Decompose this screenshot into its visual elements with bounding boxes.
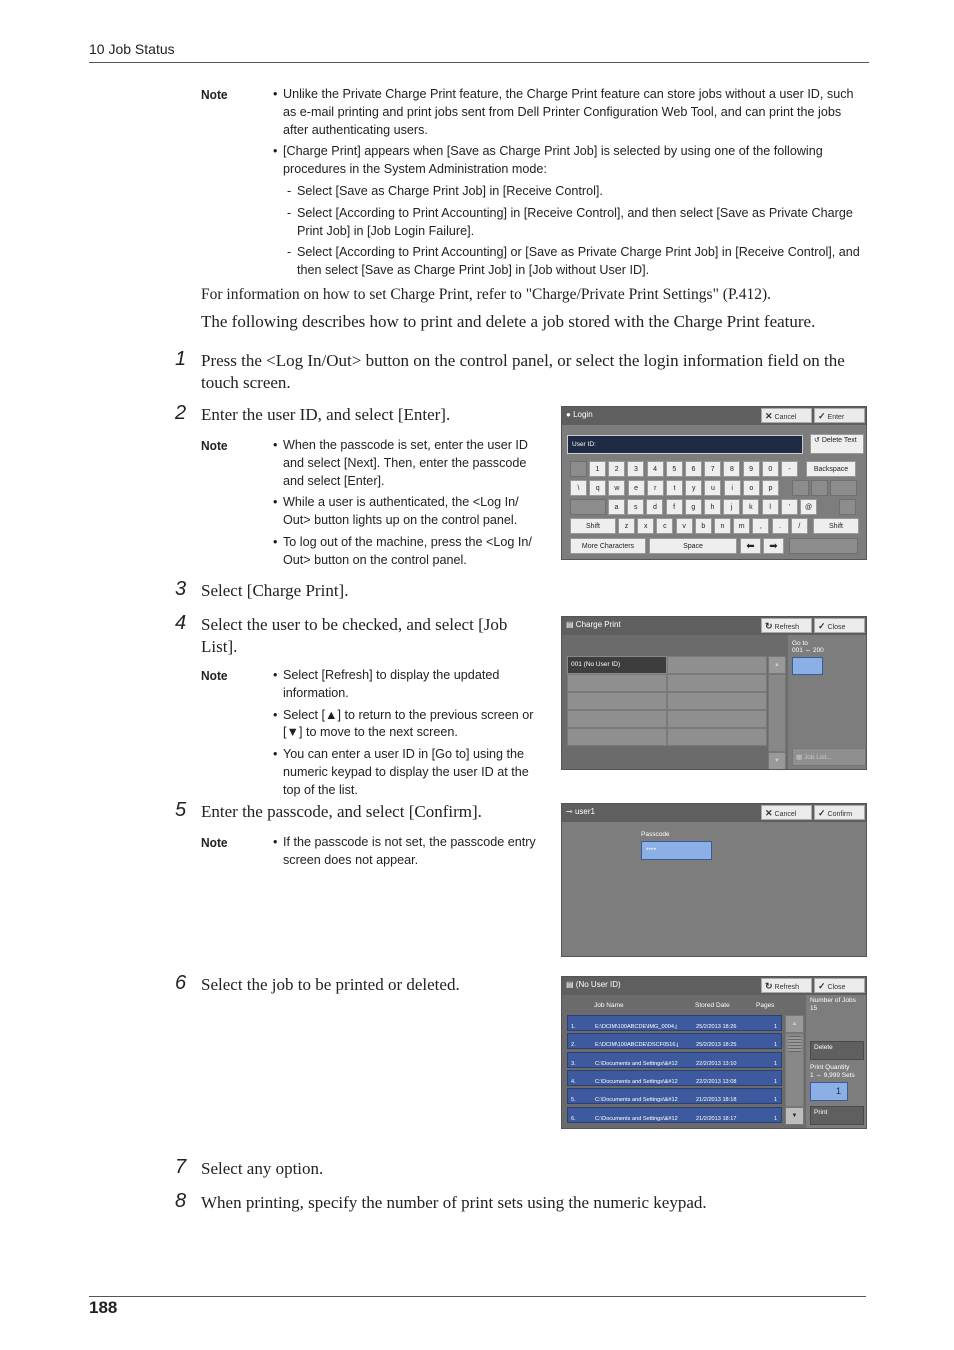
refresh-button[interactable]: ↻ Refresh: [761, 978, 812, 993]
blank-key: [570, 461, 587, 477]
job-pages: 1: [774, 1097, 778, 1104]
key[interactable]: g: [685, 499, 702, 515]
cancel-button[interactable]: ✕ Cancel: [761, 408, 812, 423]
column-header-pages: Pages: [756, 1002, 775, 1009]
user-id-field[interactable]: User ID:: [567, 435, 803, 454]
key[interactable]: 9: [743, 461, 760, 477]
key[interactable]: t: [666, 480, 683, 496]
note-label: Note: [201, 438, 228, 453]
job-date: 22/2/2013 13:08: [696, 1078, 737, 1085]
intro-text: The following describes how to print and delete a job stored with the Charge Print feature.: [201, 312, 816, 331]
running-header: 10 Job Status: [89, 41, 175, 57]
step-number: 4: [175, 612, 187, 634]
key[interactable]: y: [685, 480, 702, 496]
step-number: 8: [175, 1190, 187, 1212]
key[interactable]: m: [733, 518, 750, 534]
top-note: [273, 86, 867, 284]
step-number: 3: [175, 578, 187, 600]
step-text: When printing, specify the number of print sets using the numeric keypad.: [201, 1193, 707, 1212]
blank-key: [811, 480, 828, 496]
key[interactable]: 6: [685, 461, 702, 477]
header-rule: [89, 62, 869, 63]
step-number: 6: [175, 972, 187, 994]
triangle-up-icon: ▲: [325, 707, 338, 722]
key[interactable]: ,: [752, 518, 769, 534]
print-quantity-range: 1 ⇔ 9,999 Sets: [810, 1072, 855, 1079]
key[interactable]: q: [589, 480, 606, 496]
note-bullet: • While a user is authenticated, the <Log In/ Out> button lights up on the control panel.: [273, 494, 543, 530]
step2-note: [273, 437, 543, 574]
number-of-jobs-value: 15: [810, 1005, 818, 1012]
shift-key[interactable]: Shift: [570, 518, 616, 534]
job-number: 2.: [571, 1042, 576, 1049]
check-icon: ✓: [818, 808, 826, 818]
key[interactable]: v: [676, 518, 693, 534]
shift-key[interactable]: Shift: [813, 518, 859, 534]
key[interactable]: f: [666, 499, 683, 515]
footer-rule: [89, 1296, 866, 1297]
more-characters-button[interactable]: More Characters: [570, 538, 646, 554]
triangle-up-icon: ▲: [774, 662, 780, 668]
note-label: Note: [201, 835, 228, 850]
step-number: 7: [175, 1156, 187, 1178]
note-bullet: • Select [Refresh] to display the updated information.: [273, 667, 549, 703]
key[interactable]: b: [695, 518, 712, 534]
job-name: C:\Documents and Settings\&#12: [595, 1115, 678, 1122]
user-list-item[interactable]: [667, 656, 767, 674]
blank-key: [570, 499, 606, 515]
job-name: E:\DCIM\100ABCDE\DSCF0516.j: [595, 1042, 679, 1049]
note-bullet: • Select [▲] to return to the previous screen or [▼] to move to the next screen.: [273, 707, 549, 743]
column-header-job-name: Job Name: [594, 1002, 624, 1009]
passcode-screen: [561, 803, 867, 957]
scroll-up-button[interactable]: [768, 656, 786, 674]
page-number: 188: [89, 1298, 118, 1317]
key[interactable]: j: [723, 499, 740, 515]
job-row[interactable]: [567, 1088, 782, 1104]
key[interactable]: k: [742, 499, 759, 515]
job-row[interactable]: [567, 1070, 782, 1086]
note-bullet: • Unlike the Private Charge Print feature, the Charge Print feature can store jobs without a user ID, such as e-mail printing and print jobs sent from Dell Printer Configuration Web Tool, and can print the jobs after authenticating users.: [273, 86, 867, 139]
job-pages: 1: [774, 1060, 778, 1067]
blank-key: [839, 499, 856, 515]
goto-range: 001 ⇔ 200: [792, 647, 824, 654]
job-pages: 1: [774, 1024, 778, 1030]
user-list-item-selected[interactable]: 001 (No User ID): [567, 656, 667, 674]
step5-note: [273, 834, 549, 874]
key[interactable]: h: [704, 499, 721, 515]
user-list-item[interactable]: [567, 674, 667, 692]
key[interactable]: u: [704, 480, 721, 496]
key[interactable]: .: [772, 518, 789, 534]
note-label: Note: [201, 668, 228, 683]
delete-button[interactable]: Delete: [810, 1041, 864, 1060]
arrow-right-key[interactable]: [763, 538, 784, 554]
undo-icon: ↺: [814, 437, 820, 444]
cancel-button[interactable]: ✕ Cancel: [761, 805, 812, 820]
key[interactable]: 5: [666, 461, 683, 477]
scroll-down-button[interactable]: [785, 1107, 804, 1125]
arrow-left-icon: ⬅: [746, 541, 755, 552]
step-text: Select [Charge Print].: [201, 581, 349, 600]
user-list-item[interactable]: [567, 692, 667, 710]
charge-print-screen: [561, 616, 867, 770]
info-line: For information on how to set Charge Print, refer to "Charge/Private Print Settings" (P.412).: [201, 286, 772, 303]
job-name: C:\Documents and Settings\&#12: [595, 1097, 678, 1104]
print-button[interactable]: Print: [810, 1106, 864, 1125]
blank-key: [792, 480, 809, 496]
step-text: Select any option.: [201, 1159, 324, 1178]
note-bullet: • You can enter a user ID in [Go to] using the numeric keypad to display the user ID at the top of the list.: [273, 746, 549, 799]
step-text: Press the <Log In/Out> button on the control panel, or select the login information field on the touch screen.: [201, 351, 845, 392]
enter-button[interactable]: ✓ Enter: [814, 408, 865, 423]
check-icon: ✓: [818, 411, 826, 421]
step-text: Enter the passcode, and select [Confirm].: [201, 802, 482, 821]
close-icon: ✕: [765, 411, 773, 421]
key[interactable]: l: [762, 499, 779, 515]
refresh-icon: ↻: [765, 621, 773, 631]
arrow-right-icon: ➡: [769, 541, 778, 552]
note-subitem: - Select [According to Print Accounting] in [Receive Control], and then select [Save as Private Charge Print Job] in [Job Login Failure].: [273, 205, 867, 241]
key[interactable]: s: [627, 499, 644, 515]
user1-title: ⊸ user1: [566, 807, 595, 816]
note-label: Note: [201, 87, 228, 102]
scroll-thumb[interactable]: [788, 1036, 801, 1052]
job-number: 4.: [571, 1078, 576, 1085]
step-number: 2: [175, 402, 187, 424]
user-list-item[interactable]: [667, 710, 767, 728]
note-bullet: • If the passcode is not set, the passcode entry screen does not appear.: [273, 834, 549, 870]
key[interactable]: 3: [627, 461, 644, 477]
printer-icon: ▤: [566, 620, 574, 629]
space-key[interactable]: Space: [649, 538, 737, 554]
key[interactable]: \: [570, 480, 587, 496]
key-icon: ⊸: [566, 807, 573, 816]
key[interactable]: z: [618, 518, 635, 534]
title-bar: [562, 617, 866, 635]
job-name: C:\Documents and Settings\&#12: [595, 1078, 678, 1085]
job-row[interactable]: [567, 1107, 782, 1123]
key[interactable]: -: [781, 461, 798, 477]
job-row[interactable]: [567, 1015, 782, 1031]
title-bar: [562, 804, 866, 822]
key[interactable]: e: [628, 480, 645, 496]
title-bar: [562, 407, 866, 425]
job-pages: 1: [774, 1115, 778, 1122]
user-icon: ●: [566, 410, 571, 419]
key[interactable]: r: [647, 480, 664, 496]
key[interactable]: i: [724, 480, 741, 496]
user-list-item[interactable]: [667, 728, 767, 746]
user-list-item[interactable]: [567, 710, 667, 728]
step-text: Select the user to be checked, and select [Job List].: [201, 615, 508, 656]
job-date: 25/2/2013 18:25: [696, 1042, 737, 1049]
job-row[interactable]: [567, 1052, 782, 1068]
job-name: E:\DCIM\100ABCDE\IMG_0004.j: [595, 1024, 677, 1030]
close-button[interactable]: ✓ Close: [814, 978, 865, 993]
key[interactable]: a: [608, 499, 625, 515]
key[interactable]: 1: [589, 461, 606, 477]
key[interactable]: c: [656, 518, 673, 534]
key[interactable]: 4: [647, 461, 664, 477]
key[interactable]: 2: [608, 461, 625, 477]
triangle-down-icon: ▼: [286, 725, 299, 740]
key[interactable]: 8: [723, 461, 740, 477]
job-date: 21/2/2013 18:18: [696, 1097, 737, 1104]
backspace-key[interactable]: Backspace: [806, 461, 856, 477]
key[interactable]: p: [762, 480, 779, 496]
triangle-down-icon: ▼: [774, 758, 780, 764]
key[interactable]: o: [743, 480, 760, 496]
job-pages: 1: [774, 1042, 778, 1049]
note-subitem: - Select [According to Print Accounting] or [Save as Private Charge Print Job] in [Receive Control], and then select [Save as Charge Print Job] in [Job without User ID].: [273, 244, 867, 280]
step-number: 1: [175, 348, 187, 370]
charge-print-title: ▤ Charge Print: [566, 620, 621, 629]
blank-key: [789, 538, 858, 554]
note-subitem: - Select [Save as Charge Print Job] in [Receive Control].: [273, 183, 867, 201]
step-text: Select the job to be printed or deleted.: [201, 975, 460, 994]
refresh-button[interactable]: ↻ Refresh: [761, 618, 812, 633]
key[interactable]: d: [646, 499, 663, 515]
scroll-down-button[interactable]: [768, 752, 786, 770]
note-bullet: • [Charge Print] appears when [Save as Charge Print Job] is selected by using one of the following procedures in the System Administration mode:: [273, 143, 867, 179]
job-number: 6.: [571, 1115, 576, 1122]
passcode-input[interactable]: ****: [641, 841, 712, 860]
user-list-item[interactable]: [567, 728, 667, 746]
goto-label: Go to: [792, 640, 808, 647]
triangle-down-icon: ▼: [791, 1113, 798, 1119]
job-date: 25/2/2013 18:26: [696, 1024, 737, 1030]
key[interactable]: 0: [762, 461, 779, 477]
print-quantity-input[interactable]: 1: [810, 1082, 848, 1101]
triangle-up-icon: ▲: [791, 1021, 798, 1027]
column-header-stored-date: Stored Date: [695, 1002, 730, 1009]
delete-text-button[interactable]: ↺ Delete Text: [810, 434, 864, 454]
passcode-label: Passcode: [641, 831, 670, 838]
key[interactable]: ': [781, 499, 798, 515]
goto-input[interactable]: [792, 657, 823, 675]
job-date: 22/2/2013 13:10: [696, 1060, 737, 1067]
close-icon: ✕: [765, 808, 773, 818]
key[interactable]: 7: [704, 461, 721, 477]
step-number: 5: [175, 799, 187, 821]
job-list-screen: [561, 976, 867, 1129]
arrow-left-key[interactable]: [740, 538, 761, 554]
job-list-icon: ▦: [796, 754, 803, 761]
check-icon: ✓: [818, 621, 826, 631]
printer-icon: ▤: [566, 980, 574, 989]
job-pages: 1: [774, 1078, 778, 1085]
job-number: 3.: [571, 1060, 576, 1067]
job-date: 21/2/2013 18:17: [696, 1115, 737, 1122]
user-list-item[interactable]: [667, 674, 767, 692]
print-quantity-label: Print Quantity: [810, 1064, 850, 1071]
login-screen: [561, 406, 867, 560]
scrollbar[interactable]: [768, 674, 786, 752]
key[interactable]: w: [608, 480, 625, 496]
refresh-icon: ↻: [765, 981, 773, 991]
title-bar: [562, 977, 866, 995]
check-icon: ✓: [818, 981, 826, 991]
job-list-button[interactable]: ▦ Job List...: [792, 748, 866, 766]
step4-note: [273, 667, 549, 804]
job-row[interactable]: [567, 1033, 782, 1049]
key[interactable]: /: [791, 518, 808, 534]
job-number: 5.: [571, 1097, 576, 1104]
confirm-button[interactable]: ✓ Confirm: [814, 805, 865, 820]
key[interactable]: n: [714, 518, 731, 534]
note-bullet: • To log out of the machine, press the <Log In/ Out> button on the control panel.: [273, 534, 543, 570]
login-title: ● Login: [566, 410, 593, 419]
close-button[interactable]: ✓ Close: [814, 618, 865, 633]
key[interactable]: x: [637, 518, 654, 534]
user-list-item[interactable]: [667, 692, 767, 710]
no-user-id-title: ▤ (No User ID): [566, 980, 621, 989]
blank-key: [830, 480, 857, 496]
key[interactable]: @: [800, 499, 817, 515]
step-text: Enter the user ID, and select [Enter].: [201, 405, 451, 424]
number-of-jobs-label: Number of Jobs: [810, 997, 856, 1004]
job-name: C:\Documents and Settings\&#12: [595, 1060, 678, 1067]
scrollbar[interactable]: [785, 1033, 804, 1107]
note-bullet: • When the passcode is set, enter the user ID and select [Next]. Then, enter the passcode and select [Enter].: [273, 437, 543, 490]
job-number: 1.: [571, 1024, 576, 1030]
scroll-up-button[interactable]: [785, 1015, 804, 1033]
